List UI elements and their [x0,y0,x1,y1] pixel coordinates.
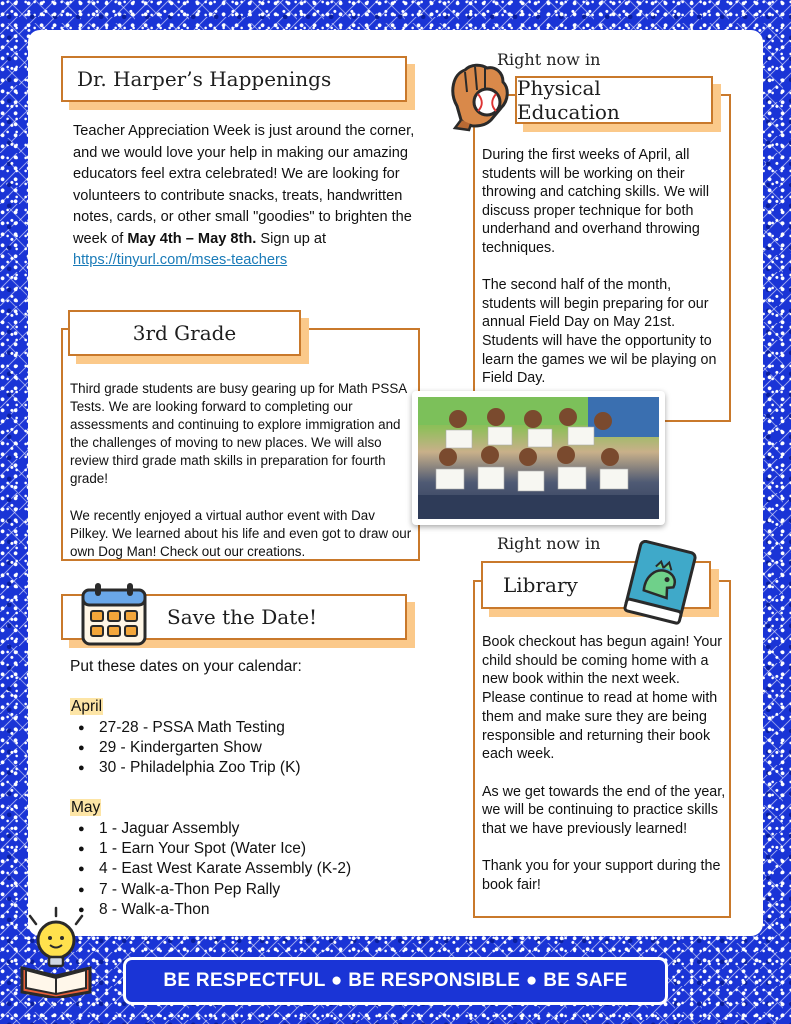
list-item: ● 7 - Walk-a-Thon Pep Rally [78,880,410,900]
list-item: ● 27-28 - PSSA Math Testing [78,718,410,738]
signup-link[interactable]: https://tinyurl.com/mses-teachers [73,252,288,268]
harper-title: Dr. Harper’s Happenings [77,67,332,91]
third-grade-title-box [68,310,301,356]
harper-body-signup: Sign up at [256,230,327,247]
calendar-icon [80,581,150,647]
pe-title: Physical Education [517,76,620,124]
dinosaur-book-icon [618,540,702,626]
list-item: ● 8 - Walk-a-Thon [78,900,410,920]
save-date-title: Save the Date! [167,605,318,629]
library-right-now: Right now in [497,534,601,553]
behavior-banner [123,957,668,1005]
class-photo [412,391,665,525]
lightbulb-book-icon [16,906,98,998]
list-item: ● 4 - East West Karate Assembly (K-2) [78,859,410,879]
save-date-intro: Put these dates on your calendar: [70,658,302,675]
third-grade-title: 3rd Grade [132,321,237,345]
dog-man-drawings-photo [418,397,659,519]
list-item: ● 1 - Earn Your Spot (Water Ice) [78,839,410,859]
harper-body-dates: May 4th – May 8th. [127,230,257,247]
third-grade-para-2: We recently enjoyed a virtual author event with Dav Pilkey. We learned about his life and even got to draw our own Dog Man! Check out our creations. [70,507,412,559]
may-label: May [71,799,101,817]
library-body [482,633,726,895]
list-item: ● 30 - Philadelphia Zoo Trip (K) [78,758,410,778]
baseball-glove-icon [447,62,515,132]
third-grade-para-1: Third grade students are busy gearing up for Math PSSA Tests. We are looking forward to completing our assessments and continuing to explore immigration and the challenges of moving to new places. We will also review third grade math skills in preparation for fourth grade! [70,381,407,487]
harper-body-text: Teacher Appreciation Week is just around the corner, and we would love your help in making our amazing educators feel extra celebrated! We are looking for volunteers to contribute snacks, treats, handwritten notes, cards, or other small "goodies" to brighten the week of [73,123,415,247]
third-grade-body [70,380,414,561]
pe-title-box [515,76,713,124]
save-date-body [70,657,410,920]
harper-title-box [61,56,407,102]
library-para-2: As we get towards the end of the year, we will be continuing to practice skills that we have previously learned! [482,783,726,838]
library-para-3: Thank you for your support during the book fair! [482,858,721,894]
pe-right-now: Right now in [497,50,601,69]
list-item: ● 29 - Kindergarten Show [78,738,410,758]
pe-body [482,146,724,388]
behavior-banner-text: BE RESPECTFUL ● BE RESPONSIBLE ● BE SAFE [163,970,628,991]
april-list [78,718,410,779]
pe-para-2: The second half of the month, students will begin preparing for our annual Field Day on May 21st. Students will have the opportunity to learn the games we wil be playing on Field Day. [482,277,717,387]
list-item: ● 1 - Jaguar Assembly [78,819,410,839]
may-list [78,819,410,920]
pe-para-1: During the first weeks of April, all students will be working on their throwing and catching skills. We will discuss proper technique for both underhand and overhand throwing techniques. [482,147,709,256]
library-title: Library [503,573,578,597]
harper-body [73,121,423,272]
library-para-1: Book checkout has begun again! Your child should be coming home with a new book within the next week. Please continue to read at home with them and make sure they are being responsible and returning their book each week. [482,634,723,763]
april-label: April [71,698,103,716]
